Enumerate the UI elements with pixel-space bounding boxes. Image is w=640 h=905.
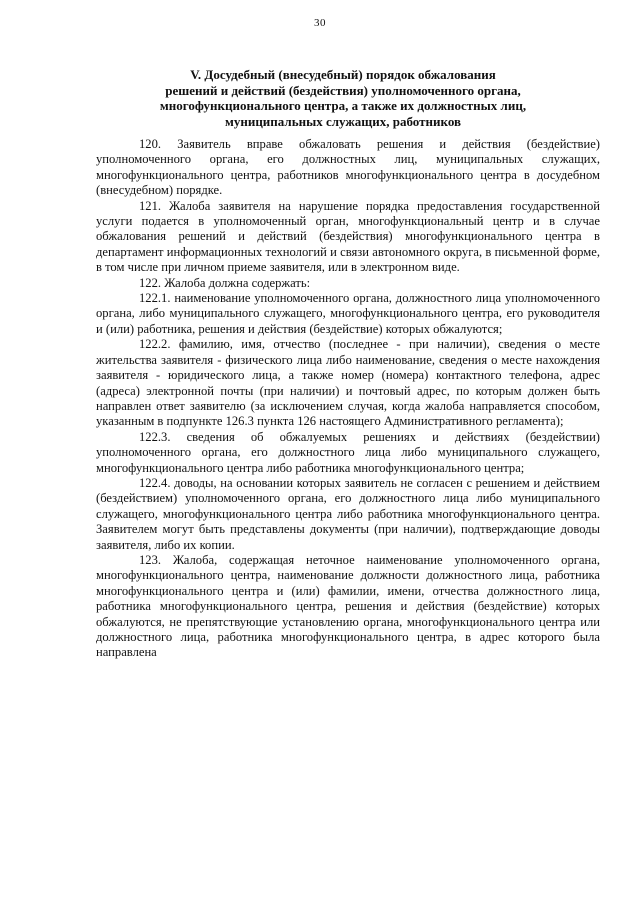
section-heading xyxy=(88,67,598,129)
paragraph-122: 122. Жалоба должна содержать: xyxy=(139,275,311,290)
section-heading-line: решений и действий (бездействия) уполномоченного органа, xyxy=(165,82,521,98)
page-number: 30 xyxy=(314,17,326,29)
paragraph-122-4: 122.4. доводы, на основании которых заявитель не согласен с решением и действием (бездействием) уполномоченного органа, его должностного лица либо муниципального служащего, многофункционального центра либо работника многофункционального центра. Заявителем могут быть представлены документы (при наличии), подтверждающие доводы заявителя, либо их копии. xyxy=(96,475,600,552)
paragraph-122-2: 122.2. фамилию, имя, отчество (последнее - при наличии), сведения о месте жительства заявителя - физического лица либо наименование, сведения о месте нахождения заявителя - юридического лица, а также номер (номера) контактного телефона, адрес (адреса) электронной почты (при наличии) и почтовый адрес, по которым должен быть направлен ответ заявителю (за исключением случая, когда жалоба направляется способом, указанным в подпункте 126.3 пункта 126 настоящего Административного регламента); xyxy=(96,337,600,429)
document-body xyxy=(96,137,600,661)
paragraph-120: 120. Заявитель вправе обжаловать решения и действия (бездействие) уполномоченного органа, его должностных лиц, муниципальных служащих, многофункционального центра, работников многофункционального центра в досудебном (внесудебном) порядке. xyxy=(96,137,600,198)
section-heading-line: V. Досудебный (внесудебный) порядок обжалования xyxy=(190,67,496,82)
paragraph-123: 123. Жалоба, содержащая неточное наименование уполномоченного органа, многофункционального центра, наименование должности должностного лица, работника многофункционального центра и (или) фамилии, имени, отчества должностного лица, работника многофункционального центра, решения и действия (бездействие) которых обжалуются, не препятствующие установлению органа, многофункционального центра или должностного лица, работника многофункционального центра, в адрес которого была направлена xyxy=(96,552,600,660)
paragraph-122-3: 122.3. сведения об обжалуемых решениях и действиях (бездействии) уполномоченного органа, его должностного лица либо муниципального служащего, многофункционального центра либо работника многофункционального центра; xyxy=(96,429,600,475)
section-heading-line: муниципальных служащих, работников xyxy=(224,113,462,129)
paragraph-121: 121. Жалоба заявителя на нарушение порядка предоставления государственной услуги подается в уполномоченный орган, многофункциональный центр и в случае обжалования решений и действий (бездействия) многофункционального центра в департамент информационных технологий и связи автономного округа, в письменной форме, в том числе при личном приеме заявителя, или в электронном виде. xyxy=(96,198,600,275)
paragraph-122-1: 122.1. наименование уполномоченного органа, должностного лица уполномоченного органа, либо муниципального служащего, многофункционального центра, его руководителя и (или) работника, решения и действия (бездействие) которых обжалуются; xyxy=(96,291,600,336)
section-heading-line: многофункционального центра, а также их должностных лиц, xyxy=(159,98,527,113)
